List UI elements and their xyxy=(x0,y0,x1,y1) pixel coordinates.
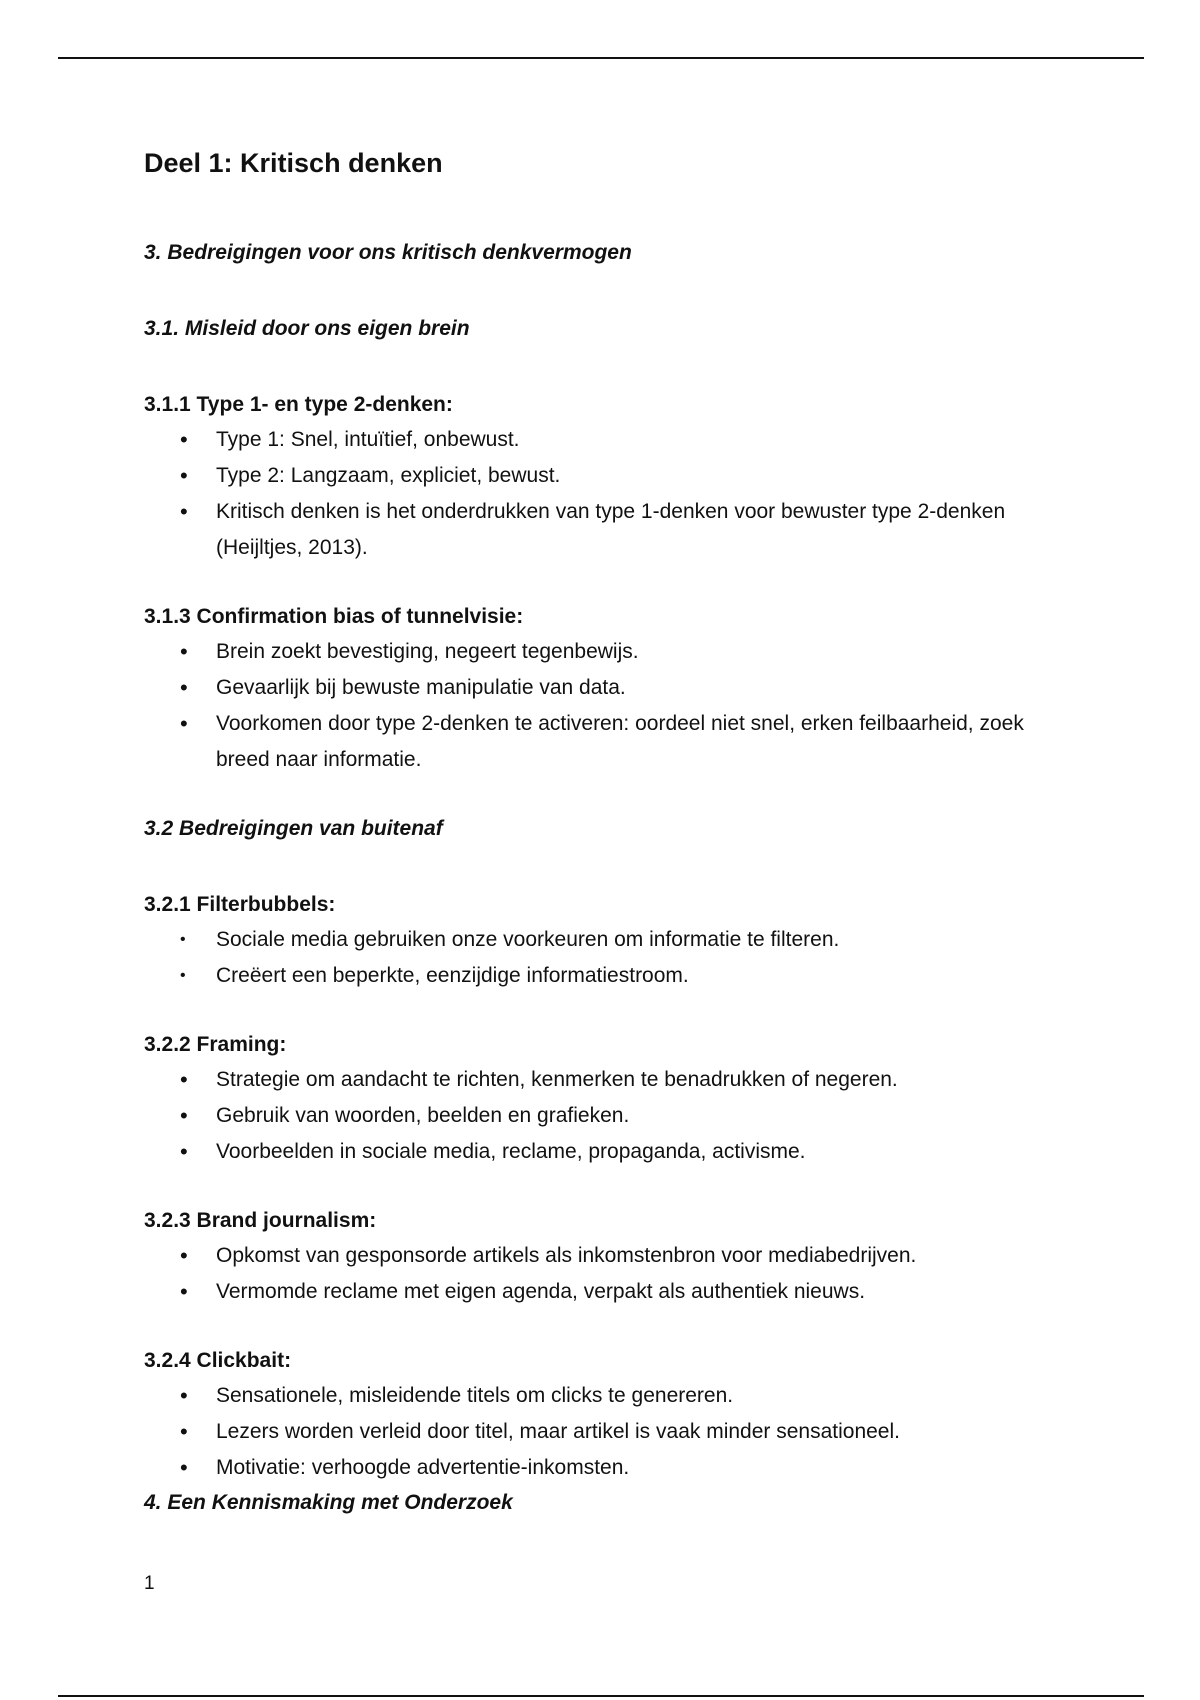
bullet-list-3-1-1 xyxy=(144,422,1064,566)
section-heading-3: 3. Bedreigingen voor ons kritisch denkvermogen xyxy=(144,241,632,264)
footer-rule xyxy=(58,1695,1144,1697)
section-heading-3-2: 3.2 Bedreigingen van buitenaf xyxy=(144,817,443,840)
subsection-heading-3-1-1: 3.1.1 Type 1- en type 2-denken: xyxy=(144,393,453,416)
subsection-heading-3-2-4: 3.2.4 Clickbait: xyxy=(144,1349,292,1372)
section-heading-4: 4. Een Kennismaking met Onderzoek xyxy=(144,1491,513,1514)
subsection-heading-3-2-1: 3.2.1 Filterbubbels: xyxy=(144,893,336,916)
subsection-heading-3-2-2: 3.2.2 Framing: xyxy=(144,1033,287,1056)
list-item: • Motivatie: verhoogde advertentie-inkomsten. xyxy=(216,1450,1064,1486)
subsection-heading-3-2-3: 3.2.3 Brand journalism: xyxy=(144,1209,377,1232)
document-body xyxy=(144,140,1064,1520)
list-item: • Strategie om aandacht te richten, kenmerken te benadrukken of negeren. xyxy=(216,1062,1064,1098)
bullet-list-3-2-1 xyxy=(144,922,1064,994)
list-item: • Sociale media gebruiken onze voorkeuren om informatie te filteren. xyxy=(216,922,1064,958)
list-item: • Voorkomen door type 2-denken te activeren: oordeel niet snel, erken feilbaarheid, zoek breed naar informatie. xyxy=(216,706,1064,778)
list-item: • Creëert een beperkte, eenzijdige informatiestroom. xyxy=(216,958,1064,994)
list-item: • Lezers worden verleid door titel, maar artikel is vaak minder sensationeel. xyxy=(216,1414,1064,1450)
list-item: • Gebruik van woorden, beelden en grafieken. xyxy=(216,1098,1064,1134)
bullet-list-3-2-2 xyxy=(144,1062,1064,1170)
list-item: • Voorbeelden in sociale media, reclame, propaganda, activisme. xyxy=(216,1134,1064,1170)
section-heading-3-1: 3.1. Misleid door ons eigen brein xyxy=(144,317,470,340)
header-rule xyxy=(58,57,1144,59)
list-item: • Sensationele, misleidende titels om clicks te genereren. xyxy=(216,1378,1064,1414)
list-item: • Gevaarlijk bij bewuste manipulatie van data. xyxy=(216,670,1064,706)
list-item: • Type 1: Snel, intuïtief, onbewust. xyxy=(216,422,1064,458)
list-item: • Type 2: Langzaam, expliciet, bewust. xyxy=(216,458,1064,494)
bullet-list-3-2-4 xyxy=(144,1378,1064,1486)
list-item: • Vermomde reclame met eigen agenda, verpakt als authentiek nieuws. xyxy=(216,1274,1064,1310)
bullet-list-3-1-3 xyxy=(144,634,1064,778)
bullet-list-3-2-3 xyxy=(144,1238,1064,1310)
page-number: 1 xyxy=(144,1573,155,1594)
document-title: Deel 1: Kritisch denken xyxy=(144,148,443,178)
subsection-heading-3-1-3: 3.1.3 Confirmation bias of tunnelvisie: xyxy=(144,605,524,628)
list-item: • Brein zoekt bevestiging, negeert tegenbewijs. xyxy=(216,634,1064,670)
list-item: • Kritisch denken is het onderdrukken van type 1-denken voor bewuster type 2-denken (Heijltjes, 2013). xyxy=(216,494,1064,566)
list-item: • Opkomst van gesponsorde artikels als inkomstenbron voor mediabedrijven. xyxy=(216,1238,1064,1274)
